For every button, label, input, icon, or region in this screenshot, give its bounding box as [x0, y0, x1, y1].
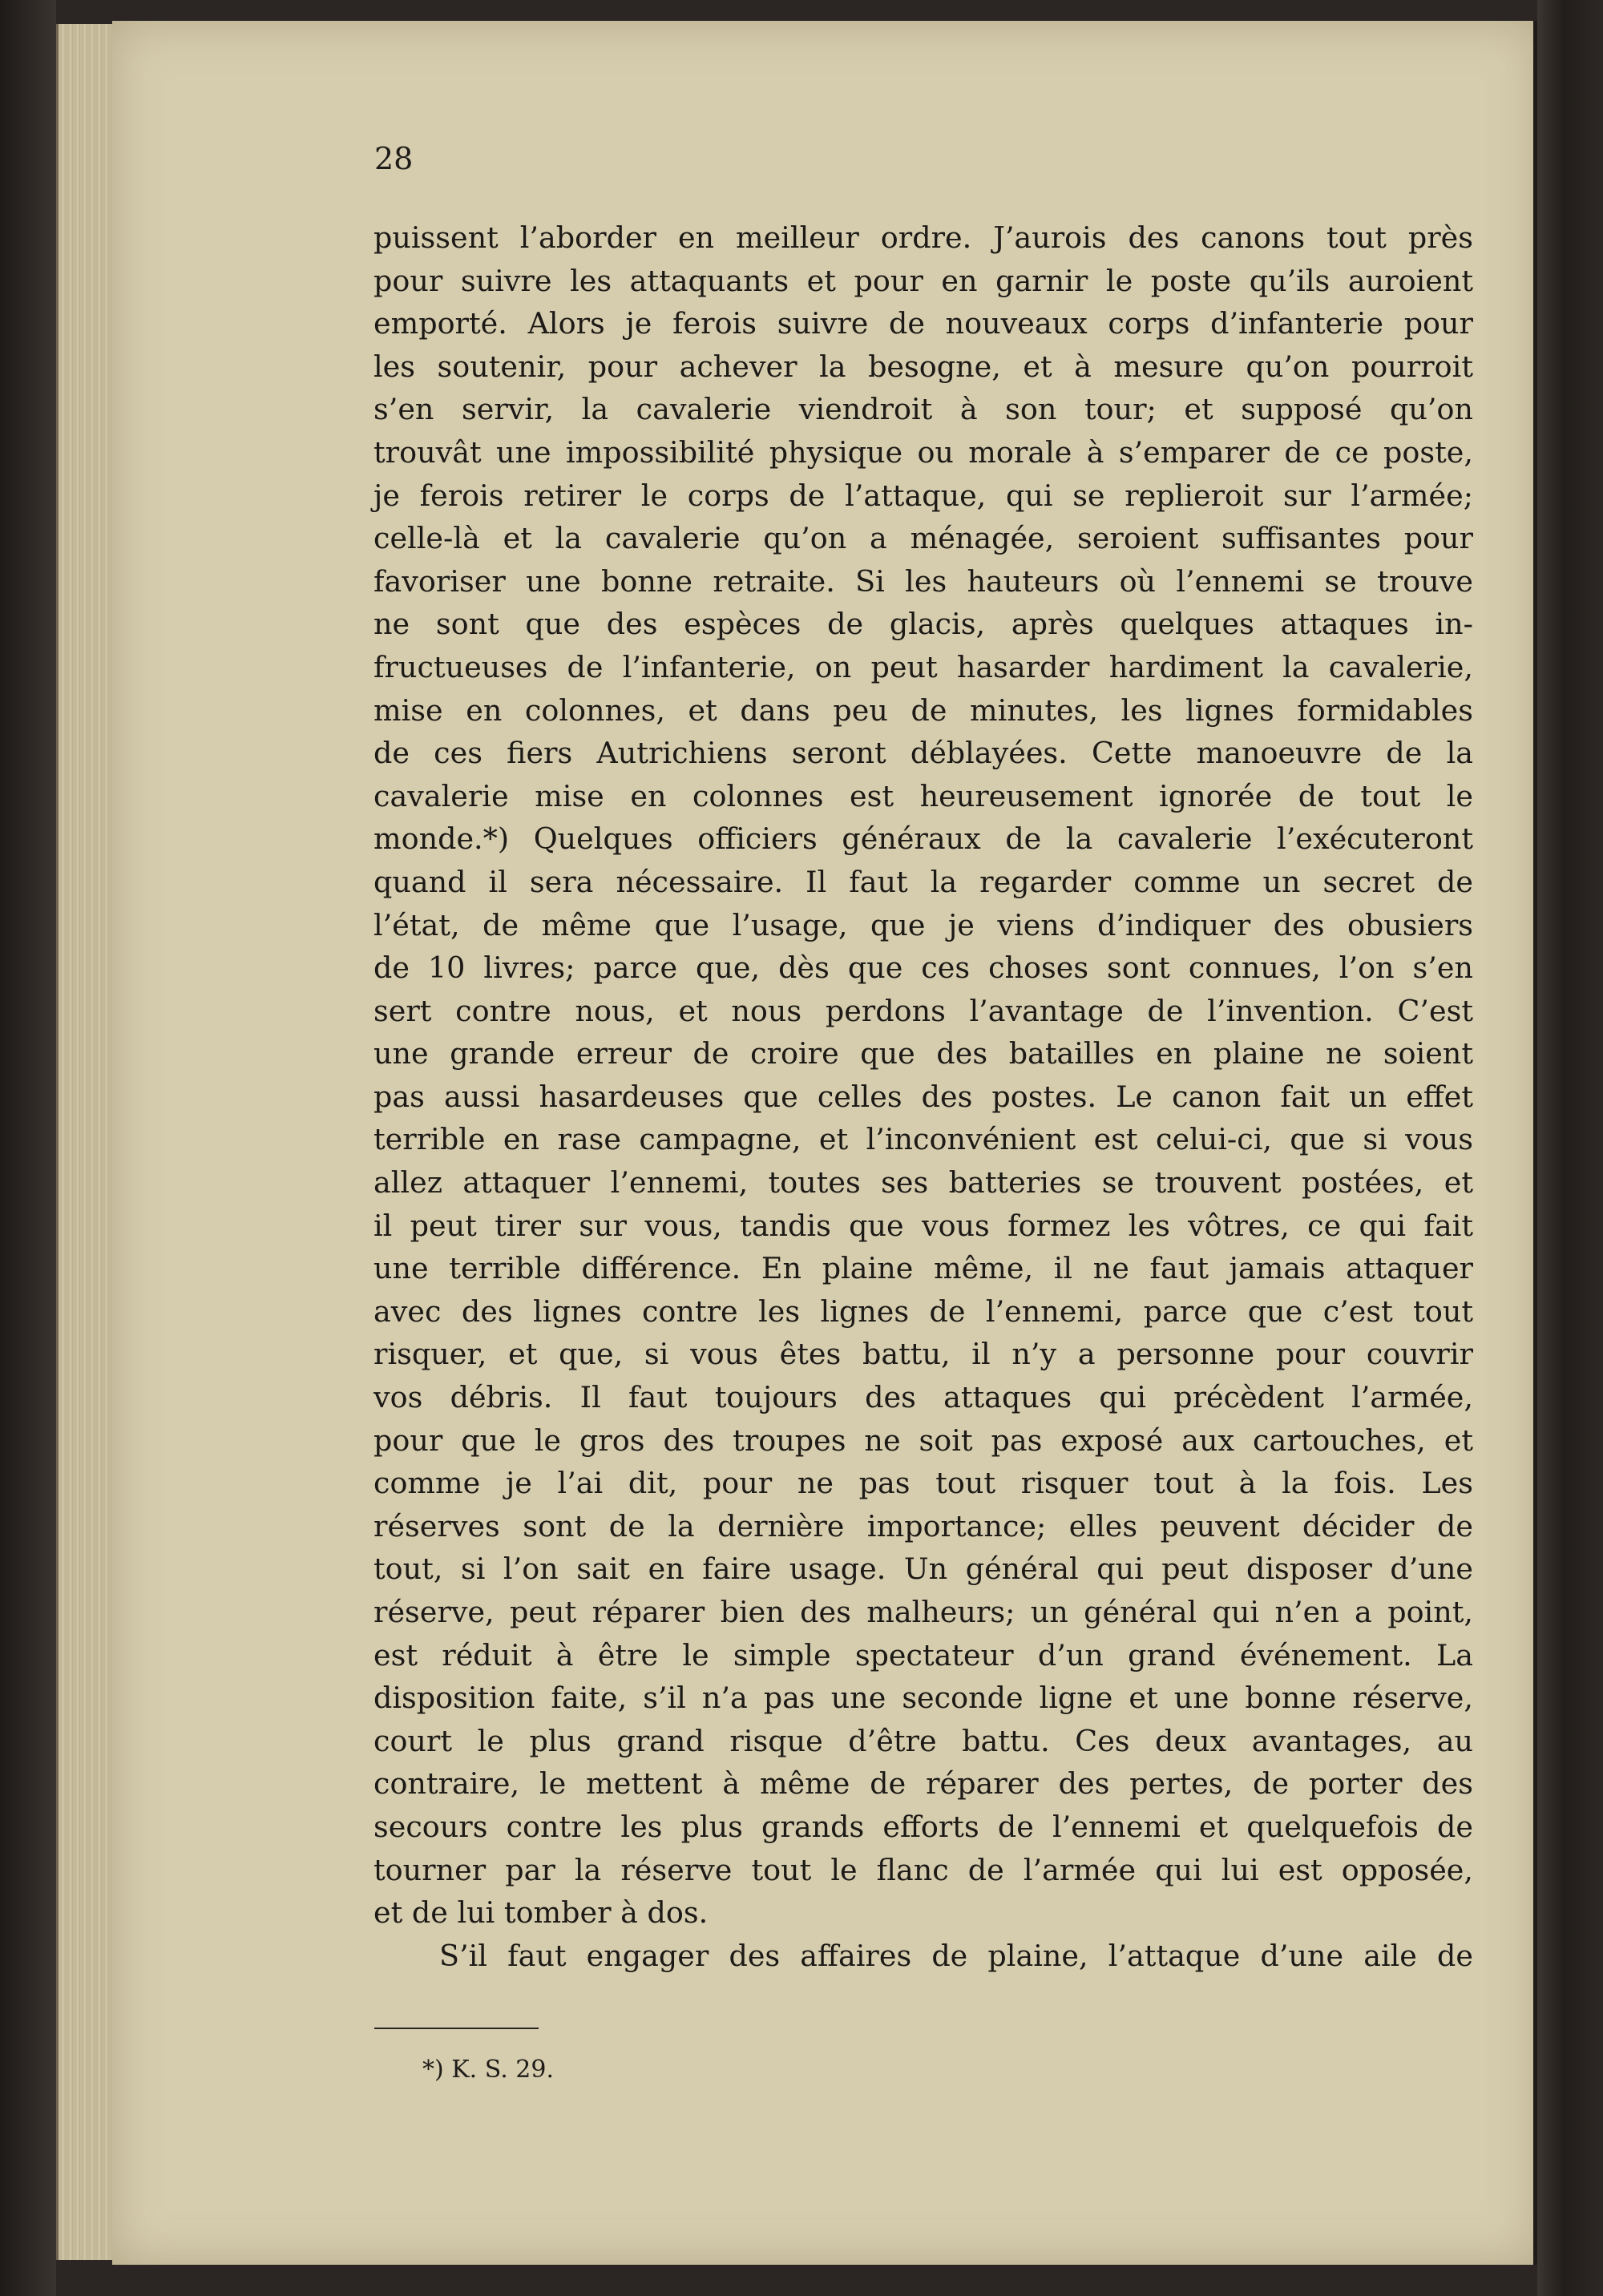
right-binding [1537, 0, 1603, 2296]
text-line: contraire, le mettent à même de réparer des pertes, de porter des [373, 1766, 1473, 1802]
text-line: comme je l’ai dit, pour ne pas tout risquer tout à la fois. Les [373, 1466, 1473, 1501]
text-line: allez attaquer l’ennemi, toutes ses batteries se trouvent postées, et [373, 1165, 1473, 1200]
page-edges [56, 24, 119, 2260]
text-line: monde.*) Quelques officiers généraux de la cavalerie l’exécuteront [373, 821, 1473, 857]
text-line: pour que le gros des troupes ne soit pas exposé aux cartouches, et [373, 1422, 1473, 1458]
text-line: risquer, et que, si vous êtes battu, il n’y a personne pour couvrir [373, 1337, 1473, 1372]
text-line: une grande erreur de croire que des batailles en plaine ne soient [373, 1036, 1473, 1071]
text-line: tout, si l’on sait en faire usage. Un général qui peut disposer d’une [373, 1552, 1473, 1587]
body-text [373, 216, 1473, 1977]
text-line: s’en servir, la cavalerie viendroit à son tour; et supposé qu’on [373, 392, 1473, 427]
text-line: avec des lignes contre les lignes de l’ennemi, parce que c’est tout [373, 1293, 1473, 1329]
text-line: de 10 livres; parce que, dès que ces choses sont connues, l’on s’en [373, 950, 1473, 986]
text-line: réserve, peut réparer bien des malheurs; un général qui n’en a point, [373, 1595, 1473, 1629]
text-line: puissent l’aborder en meilleur ordre. J’aurois des canons tout près [373, 220, 1473, 255]
paragraph-end-line: et de lui tomber à dos. [373, 1895, 709, 1931]
text-line: court le plus grand risque d’être battu. Ces deux avantages, au [373, 1723, 1473, 1758]
text-line: ne sont que des espèces de glacis, après quelques attaques in- [373, 607, 1473, 642]
paragraph-start-line: S’il faut engager des affaires de plaine, l’attaque d’une aile de [439, 1938, 1473, 1973]
text-line: disposition faite, s’il n’a pas une seconde ligne et une bonne réserve, [373, 1681, 1473, 1716]
text-line: pas aussi hasardeuses que celles des postes. Le canon fait un effet [373, 1079, 1473, 1114]
page-number: 28 [374, 141, 414, 176]
text-line: quand il sera nécessaire. Il faut la regarder comme un secret de [373, 864, 1473, 899]
text-line: je ferois retirer le corps de l’attaque, qui se replieroit sur l’armée; [373, 478, 1473, 513]
text-line: pour suivre les attaquants et pour en garnir le poste qu’ils auroient [373, 263, 1473, 298]
text-line: de ces fiers Autrichiens seront déblayées. Cette manoeuvre de la [373, 736, 1473, 771]
text-line: est réduit à être le simple spectateur d’un grand événement. La [373, 1637, 1473, 1673]
text-line: réserves sont de la dernière importance; elles peuvent décider de [373, 1508, 1473, 1543]
text-line: emporté. Alors je ferois suivre de nouveaux corps d’infanterie pour [373, 306, 1473, 341]
left-binding [0, 0, 56, 2296]
text-line: cavalerie mise en colonnes est heureusement ignorée de tout le [373, 778, 1473, 813]
text-line: l’état, de même que l’usage, que je viens d’indiquer des obusiers [373, 907, 1473, 942]
text-line: favoriser une bonne retraite. Si les hauteurs où l’ennemi se trouve [373, 563, 1473, 599]
text-line: tourner par la réserve tout le flanc de l’armée qui lui est opposée, [373, 1852, 1473, 1887]
text-line: vos débris. Il faut toujours des attaques qui précèdent l’armée, [373, 1380, 1473, 1415]
text-line: fructueuses de l’infanterie, on peut hasarder hardiment la cavalerie, [373, 649, 1473, 684]
text-line: sert contre nous, et nous perdons l’avantage de l’invention. C’est [373, 993, 1473, 1028]
footnote: *) K. S. 29. [422, 2056, 554, 2084]
text-line: secours contre les plus grands efforts de l’ennemi et quelquefois de [373, 1809, 1473, 1844]
text-line: une terrible différence. En plaine même, il ne faut jamais attaquer [373, 1251, 1473, 1286]
text-line: mise en colonnes, et dans peu de minutes, les lignes formidables [373, 692, 1473, 728]
text-line: trouvât une impossibilité physique ou morale à s’emparer de ce poste, [373, 434, 1473, 470]
footnote-divider [374, 2028, 539, 2029]
text-line: il peut tirer sur vous, tandis que vous formez les vôtres, ce qui fait [373, 1208, 1473, 1243]
text-line: celle-là et la cavalerie qu’on a ménagée, seroient suffisantes pour [373, 521, 1473, 556]
text-line: les soutenir, pour achever la besogne, et à mesure qu’on pourroit [373, 349, 1473, 384]
text-line: terrible en rase campagne, et l’inconvénient est celui-ci, que si vous [373, 1122, 1473, 1157]
